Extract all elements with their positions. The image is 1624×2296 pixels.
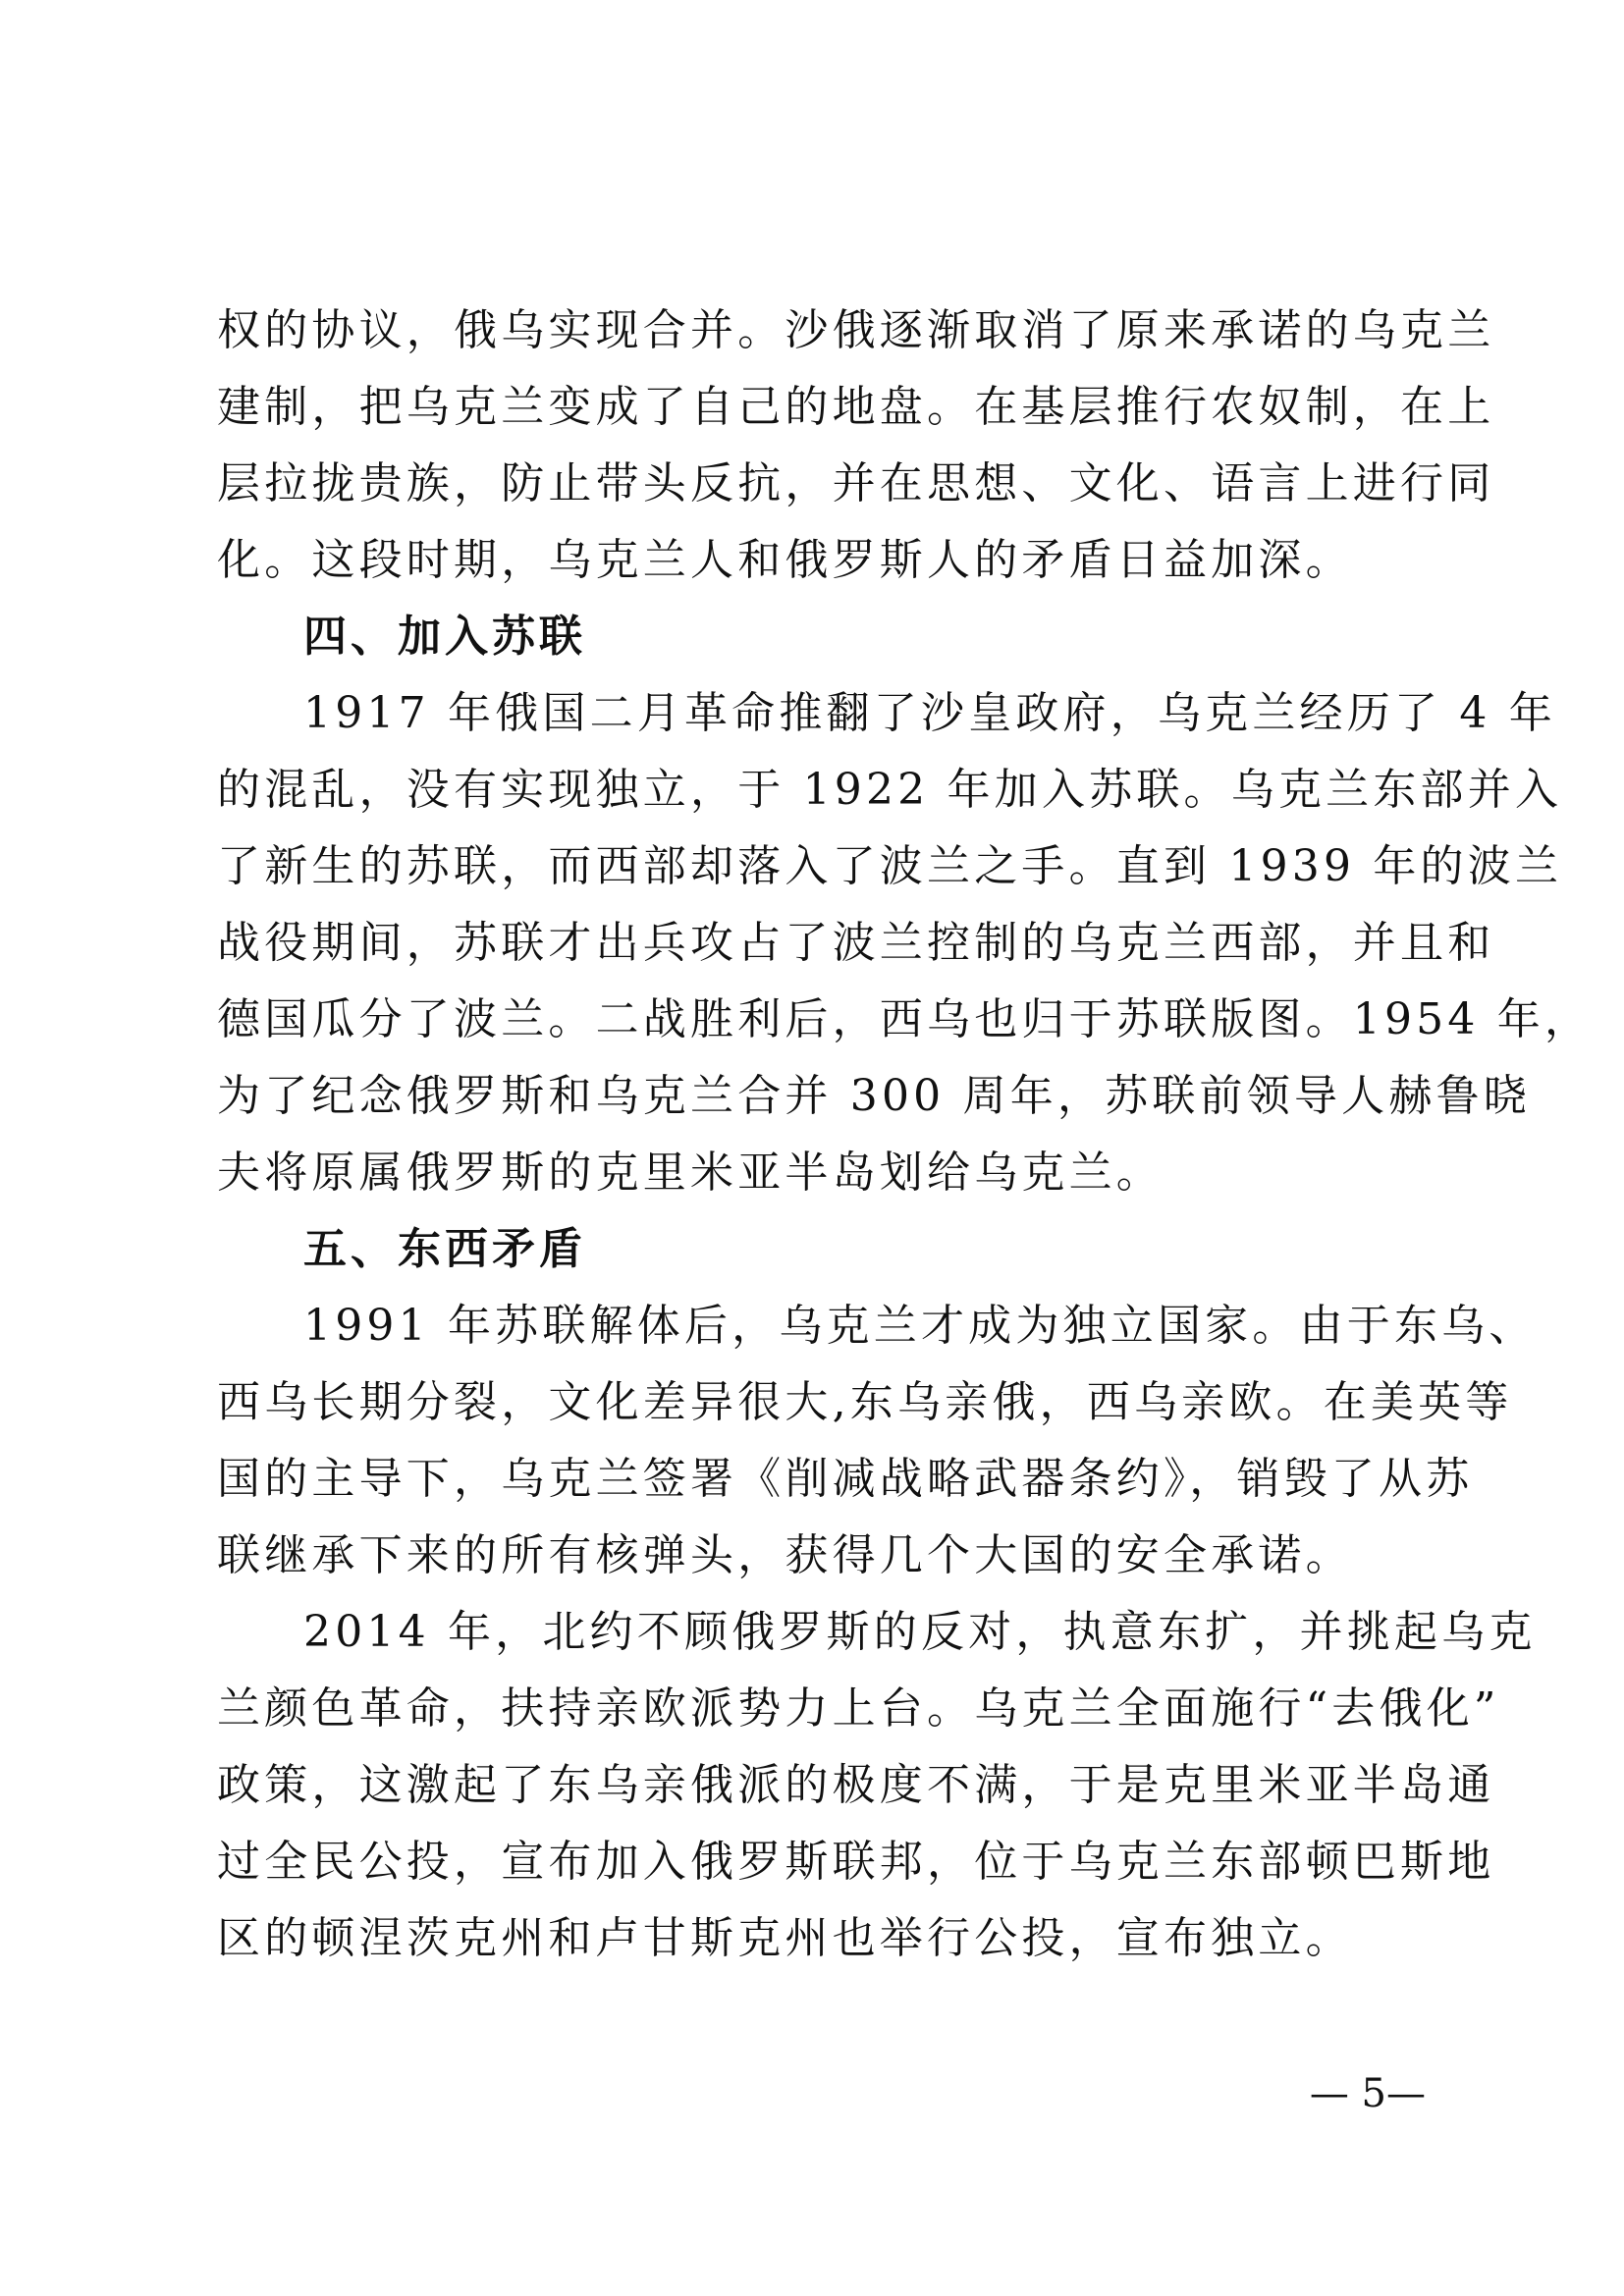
paragraph-3 — [217, 1288, 1537, 1594]
paragraph-line: 1991 年苏联解体后，乌克兰才成为独立国家。由于东乌、 — [303, 1301, 1537, 1351]
body-text — [217, 293, 1593, 1977]
paragraph-line: 联继承下来的所有核弹头，获得几个大国的安全承诺。 — [217, 1530, 1353, 1580]
paragraph-line: 建制，把乌克兰变成了自己的地盘。在基层推行农奴制，在上 — [217, 382, 1495, 432]
paragraph-line: 层拉拢贵族，防止带头反抗，并在思想、文化、语言上进行同 — [217, 458, 1495, 508]
paragraph-line: 化。这段时期，乌克兰人和俄罗斯人的矛盾日益加深。 — [217, 535, 1353, 585]
paragraph-line: 了新生的苏联，而西部却落入了波兰之手。直到 1939 年的波兰 — [217, 841, 1563, 891]
paragraph-line: 西乌长期分裂，文化差异很大,东乌亲俄，西乌亲欧。在美英等 — [217, 1377, 1513, 1427]
paragraph-2 — [217, 675, 1593, 1211]
section-heading-5: 五、东西矛盾 — [303, 1224, 586, 1274]
paragraph-line: 权的协议，俄乌实现合并。沙俄逐渐取消了原来承诺的乌克兰 — [217, 305, 1495, 355]
paragraph-line: 德国瓜分了波兰。二战胜利后，西乌也归于苏联版图。1954 年， — [217, 994, 1593, 1044]
paragraph-line: 国的主导下，乌克兰签署《削减战略武器条约》，销毁了从苏 — [217, 1454, 1474, 1504]
paragraph-4 — [217, 1594, 1537, 1977]
paragraph-line: 政策，这激起了东乌亲俄派的极度不满，于是克里米亚半岛通 — [217, 1760, 1495, 1810]
paragraph-line: 2014 年，北约不顾俄罗斯的反对，执意东扩，并挑起乌克 — [303, 1607, 1537, 1657]
section-heading-4: 四、加入苏联 — [303, 612, 586, 662]
paragraph-line: 过全民公投，宣布加入俄罗斯联邦，位于乌克兰东部顿巴斯地 — [217, 1837, 1495, 1887]
paragraph-line: 战役期间，苏联才出兵攻占了波兰控制的乌克兰西部，并且和 — [217, 918, 1495, 968]
paragraph-line: 兰颜色革命，扶持亲欧派势力上台。乌克兰全面施行“去俄化” — [217, 1683, 1500, 1734]
paragraph-line: 区的顿涅茨克州和卢甘斯克州也举行公投，宣布独立。 — [217, 1913, 1353, 1963]
paragraph-line: 夫将原属俄罗斯的克里米亚半岛划给乌克兰。 — [217, 1148, 1164, 1198]
page-number: — 5— — [1309, 2071, 1426, 2116]
paragraph-line: 的混乱，没有实现独立，于 1922 年加入苏联。乌克兰东部并入 — [217, 765, 1563, 815]
paragraph-line: 1917 年俄国二月革命推翻了沙皇政府，乌克兰经历了 4 年 — [303, 688, 1556, 738]
paragraph-line: 为了纪念俄罗斯和乌克兰合并 300 周年，苏联前领导人赫鲁晓 — [217, 1071, 1531, 1121]
paragraph-1 — [217, 293, 1495, 599]
